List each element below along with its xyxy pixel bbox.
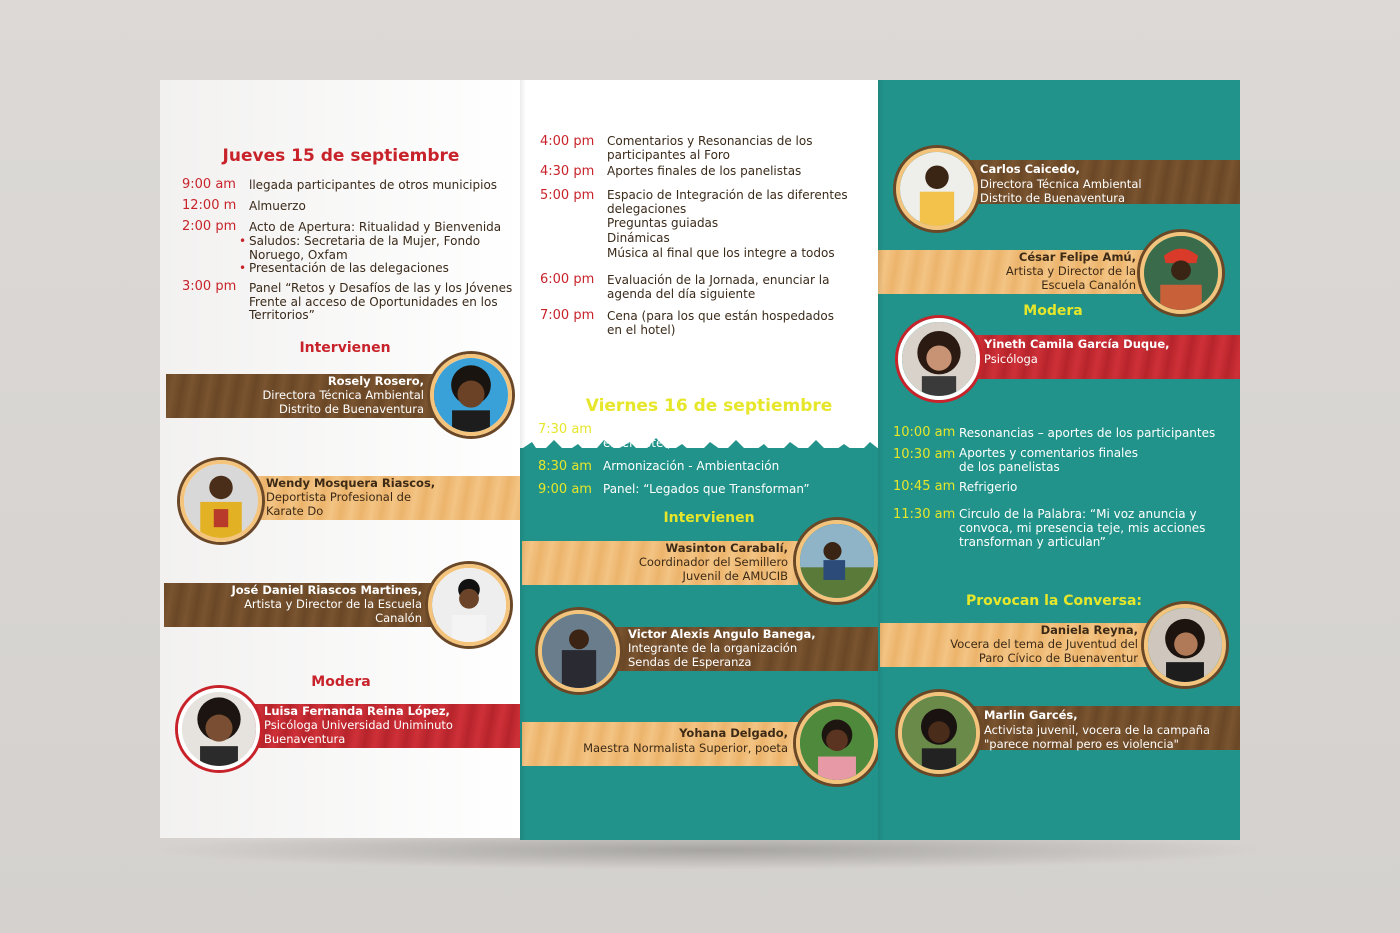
schedule-time: 8:30 am xyxy=(538,459,592,474)
schedule-time: 7:00 pm xyxy=(540,308,595,323)
schedule-desc: transforman y articulan” xyxy=(959,535,1106,549)
speaker-name: José Daniel Riascos Martines, xyxy=(231,583,422,597)
speaker-role: Directora Técnica Ambiental xyxy=(262,388,424,402)
moderator-photo xyxy=(178,688,260,770)
speaker-name: Wasinton Carabalí, xyxy=(665,541,788,555)
schedule-desc: Preguntas guiadas xyxy=(607,216,719,230)
speaker-band xyxy=(968,160,1240,204)
schedule-desc: en el hotel) xyxy=(603,436,672,450)
speaker-band xyxy=(522,722,798,766)
day-title-friday: Viernes 16 de septiembre xyxy=(585,396,833,416)
fold-crease xyxy=(520,80,526,840)
speaker-name: Marlin Garcés, xyxy=(984,708,1078,722)
speaker-role: Psicóloga xyxy=(984,352,1038,366)
moderator-band xyxy=(250,704,522,748)
schedule-desc: de los panelistas xyxy=(959,460,1060,474)
speaker-photo xyxy=(796,702,878,784)
speaker-photo xyxy=(1144,604,1226,686)
section-title-intervienen: Intervienen xyxy=(299,340,391,356)
speaker-role: Paro Cívico de Buenaventur xyxy=(978,651,1138,665)
schedule-desc: Acto de Apertura: Ritualidad y Bienvenida xyxy=(249,220,502,234)
speaker-role: Activista juvenil, vocera de la campaña xyxy=(984,723,1211,737)
schedule-desc: Aportes finales de los panelistas xyxy=(607,164,802,178)
speaker-band xyxy=(880,623,1148,667)
speaker-band xyxy=(878,250,1148,294)
speaker-photo xyxy=(538,610,620,692)
moderator-photo xyxy=(898,318,980,400)
fold-crease xyxy=(878,80,884,840)
speaker-role: Distrito de Buenaventura xyxy=(980,191,1126,205)
speaker-role: "parece normal pero es violencia" xyxy=(984,737,1179,751)
schedule-desc: Panel: “Legados que Transforman” xyxy=(603,482,810,496)
schedule-time: 10:45 am xyxy=(893,479,956,494)
schedule-desc: Cena (para los que están hospedados xyxy=(607,309,834,323)
schedule-desc: Armonización - Ambientación xyxy=(603,459,780,473)
speaker-name: Wendy Mosquera Riascos, xyxy=(266,476,436,490)
schedule-desc: Comentarios y Resonancias de los xyxy=(607,134,813,148)
speaker-role: Directora Técnica Ambiental xyxy=(980,177,1142,191)
schedule-time: 4:30 pm xyxy=(540,164,595,179)
section-title-modera: Modera xyxy=(311,674,371,690)
schedule-desc: Almuerzo xyxy=(249,199,306,213)
speaker-photo xyxy=(180,460,262,542)
schedule-bullet: • Presentación de las delegaciones xyxy=(249,261,449,276)
speaker-role: Buenaventura xyxy=(264,732,346,746)
speaker-role: Escuela Canalón xyxy=(1041,278,1136,292)
schedule-time: 10:00 am xyxy=(893,425,956,440)
speaker-photo xyxy=(796,520,878,602)
speaker-photo xyxy=(428,564,510,646)
speaker-role: Canalón xyxy=(375,611,422,625)
speaker-photo xyxy=(898,692,980,774)
speaker-name: Carlos Caicedo, xyxy=(980,162,1080,176)
section-title-modera: Modera xyxy=(1023,303,1083,319)
speaker-name: Yineth Camila García Duque, xyxy=(984,337,1170,351)
schedule-desc: Dinámicas xyxy=(607,231,670,245)
speaker-band xyxy=(970,706,1240,750)
speaker-role: Coordinador del Semillero xyxy=(638,555,788,569)
schedule-time: 7:30 am xyxy=(538,422,592,437)
day-title-thursday: Jueves 15 de septiembre xyxy=(222,146,460,166)
brochure-panel-left xyxy=(160,80,522,838)
speaker-role: Sendas de Esperanza xyxy=(628,655,752,669)
schedule-time: 9:00 am xyxy=(182,177,236,192)
schedule-desc: Territorios” xyxy=(249,308,315,322)
speaker-photo xyxy=(1140,232,1222,314)
schedule-desc: convoca, mi presencia teje, mis acciones xyxy=(959,521,1206,535)
speaker-role: Karate Do xyxy=(266,504,324,518)
speaker-role: Artista y Director de la xyxy=(1005,264,1136,278)
schedule-desc: llegada participantes de otros municipios xyxy=(249,178,498,192)
speaker-role: Maestra Normalista Superior, poeta xyxy=(583,741,788,755)
speaker-role: Psicóloga Universidad Uniminuto xyxy=(264,718,453,732)
speaker-band xyxy=(166,374,436,418)
schedule-desc: en el hotel) xyxy=(607,323,676,337)
schedule-time: 3:00 pm xyxy=(182,279,237,294)
speaker-name: Daniela Reyna, xyxy=(1040,623,1138,637)
schedule-desc: Aportes y comentarios finales xyxy=(959,446,1139,460)
speaker-photo xyxy=(430,354,512,436)
schedule-desc: Refrigerio xyxy=(959,480,1018,494)
section-title-intervienen: Intervienen xyxy=(663,510,755,526)
speaker-role: Deportista Profesional de xyxy=(266,490,412,504)
speaker-role: Distrito de Buenaventura xyxy=(278,402,424,416)
schedule-desc: Noruego, Oxfam xyxy=(249,248,348,262)
schedule-desc: Desayuno (para los que están hospedados xyxy=(603,422,860,436)
speaker-name: César Felipe Amú, xyxy=(1018,250,1136,264)
speaker-name: Yohana Delgado, xyxy=(679,726,788,740)
speaker-band xyxy=(246,476,522,520)
speaker-role: Artista y Director de la Escuela xyxy=(244,597,422,611)
section-title-provocan: Provocan la Conversa: xyxy=(966,593,1142,609)
speaker-role: Vocera del tema de Juventud del xyxy=(950,637,1138,651)
schedule-desc: Espacio de Integración de las diferentes xyxy=(607,188,848,202)
speaker-photo xyxy=(896,148,978,230)
schedule-desc: delegaciones xyxy=(607,202,687,216)
schedule-desc: participantes al Foro xyxy=(607,148,730,162)
schedule-time: 9:00 am xyxy=(538,482,592,497)
schedule-time: 5:00 pm xyxy=(540,188,595,203)
speaker-role: Integrante de la organización xyxy=(628,641,798,655)
speaker-name: Luisa Fernanda Reina López, xyxy=(264,704,450,718)
schedule-desc: Panel “Retos y Desafíos de las y los Jóvenes xyxy=(249,281,513,295)
schedule-desc: Evaluación de la Jornada, enunciar la xyxy=(607,273,830,287)
schedule-desc: Frente al acceso de Oportunidades en los xyxy=(249,295,498,309)
speaker-role: Juvenil de AMUCIB xyxy=(682,569,788,583)
schedule-desc: agenda del día siguiente xyxy=(607,287,756,301)
schedule-time: 6:00 pm xyxy=(540,272,595,287)
speaker-band xyxy=(164,583,436,627)
speaker-band xyxy=(522,541,798,585)
schedule-time: 11:30 am xyxy=(893,507,956,522)
schedule-time: 4:00 pm xyxy=(540,134,595,149)
speaker-name: Rosely Rosero, xyxy=(327,374,424,388)
schedule-desc: Música al final que los integre a todos xyxy=(607,246,835,260)
schedule-time: 10:30 am xyxy=(893,447,956,462)
schedule-desc: Circulo de la Palabra: “Mi voz anuncia y xyxy=(959,507,1197,521)
brochure-panel-right xyxy=(878,80,1240,840)
brochure-panel-center xyxy=(520,80,880,840)
schedule-desc: Resonancias – aportes de los participantes xyxy=(959,426,1216,440)
moderator-band xyxy=(970,335,1240,379)
schedule-time: 12:00 m xyxy=(182,198,237,213)
schedule-time: 2:00 pm xyxy=(182,219,237,234)
speaker-band xyxy=(612,627,880,671)
schedule-bullet: • Saludos: Secretaria de la Mujer, Fondo xyxy=(249,234,480,249)
speaker-name: Victor Alexis Angulo Banega, xyxy=(628,627,816,641)
